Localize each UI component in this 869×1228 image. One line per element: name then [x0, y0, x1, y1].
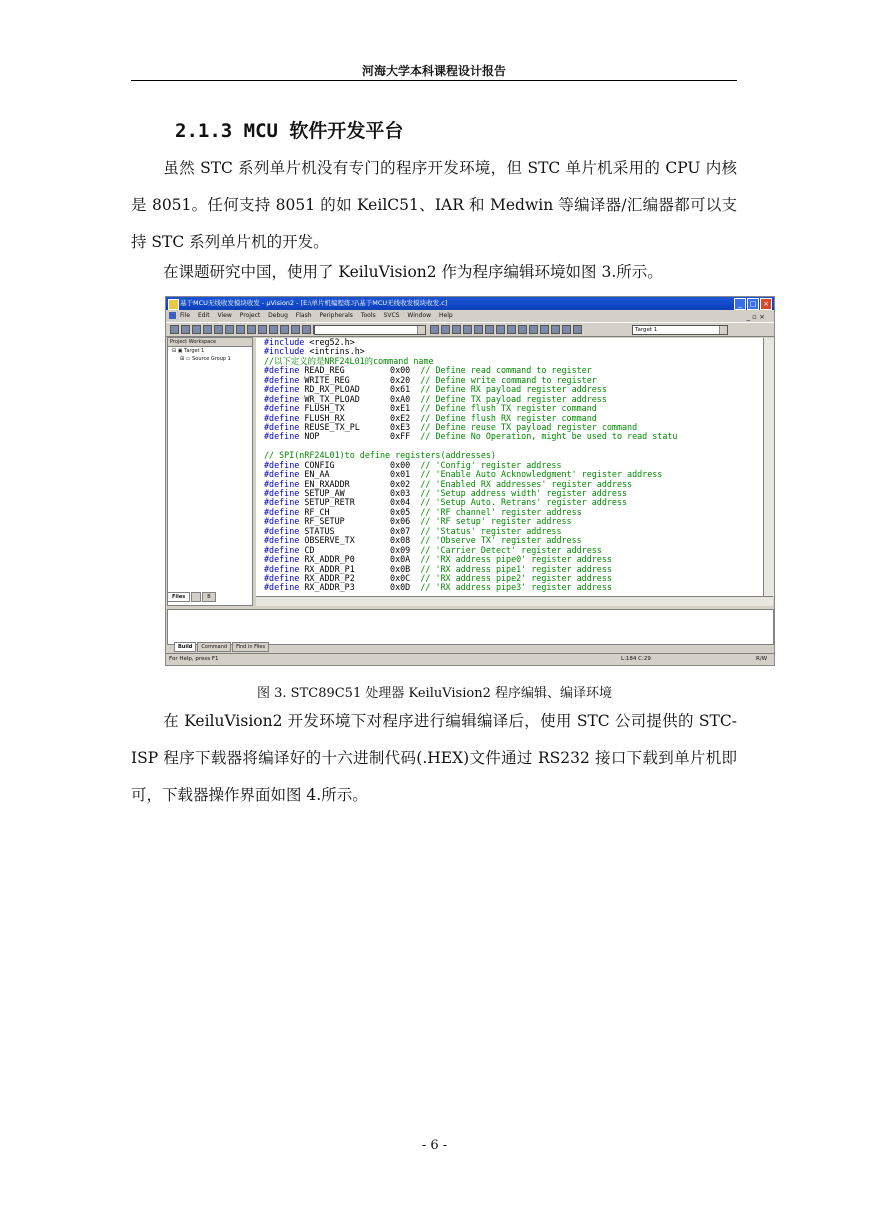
- code-keyword: #define: [264, 525, 300, 536]
- undo-icon: [247, 325, 256, 334]
- tab-regs: [191, 592, 201, 602]
- code-keyword: #define: [264, 459, 300, 470]
- code-comment: // Define flush RX register command: [420, 412, 597, 423]
- code-identifier: CONFIG 0x00: [299, 459, 421, 470]
- ide-screenshot: [165, 296, 775, 666]
- code-line: [256, 432, 763, 441]
- code-comment: // 'Status' register address: [420, 525, 562, 536]
- menu-edit: Edit: [197, 312, 210, 319]
- code-keyword: #include: [264, 338, 305, 347]
- tab-files-label: Files: [172, 594, 186, 600]
- code-identifier: WRITE_REG 0x20: [299, 374, 421, 385]
- code-comment: // 'Config' register address: [420, 459, 562, 470]
- output-window: [167, 609, 774, 645]
- tree-item-source-group: ⊞ ▭ Source Group 1: [180, 356, 231, 362]
- code-keyword: #include: [264, 346, 305, 357]
- close-icon: ×: [760, 298, 772, 310]
- menu-file: File: [180, 312, 191, 319]
- new-icon: [170, 325, 179, 334]
- code-keyword: #define: [264, 365, 300, 376]
- code-comment: // 'Carrier Detect' register address: [420, 544, 602, 555]
- code-comment: // 'Enabled RX addresses' register address: [420, 478, 633, 489]
- rebuild-icon: [529, 325, 538, 334]
- target-select: [632, 325, 728, 335]
- stop-build-icon: [551, 325, 560, 334]
- editor-vertical-scrollbar: [763, 338, 774, 596]
- menu-peripherals: Peripherals: [319, 312, 353, 319]
- perf-icon: [507, 325, 516, 334]
- figure-caption: 图 3. STC89C51 处理器 KeiluVision2 程序编辑、编译环境: [257, 686, 612, 701]
- code-keyword: #define: [264, 535, 300, 546]
- code-identifier: SETUP_AW 0x03: [299, 488, 421, 498]
- menu-project: Project: [239, 312, 261, 319]
- code-identifier: <reg52.h>: [304, 338, 355, 347]
- code-keyword: #define: [264, 374, 300, 385]
- indent-icon: [269, 325, 278, 334]
- find-select: [314, 325, 426, 335]
- code-keyword: #define: [264, 469, 300, 480]
- code-comment: // 'RX address pipe3' register address: [420, 582, 612, 593]
- workspace-title: Project Workspace: [168, 338, 252, 347]
- tab-build-label: Build: [178, 644, 193, 650]
- minimize-icon: _: [734, 298, 746, 310]
- tree-item-source-group-label: Source Group 1: [192, 356, 231, 362]
- tree-item-target: ⊟ ▣ Target 1: [172, 348, 205, 354]
- find-icon: [302, 325, 311, 334]
- code-keyword: #define: [264, 497, 300, 508]
- status-position: L:184 C:29: [621, 656, 651, 662]
- code-comment: // 'Setup address width' register address: [420, 488, 628, 498]
- code-comment: // Define TX payload register address: [420, 393, 607, 404]
- tab-books: [202, 592, 215, 602]
- code-comment: // 'RF channel' register address: [420, 506, 582, 517]
- code-keyword: #define: [264, 412, 300, 423]
- menu-window: Window: [407, 312, 432, 319]
- menu-flash: Flash: [295, 312, 312, 319]
- paste-icon: [236, 325, 245, 334]
- code-keyword: #define: [264, 563, 300, 574]
- code-identifier: EN_RXADDR 0x02: [299, 478, 421, 489]
- status-mode: R/W: [756, 656, 768, 662]
- code-identifier: FLUSH_RX 0xE2: [299, 412, 421, 423]
- code-comment: // Define reuse TX payload register command: [420, 421, 638, 432]
- save-all-icon: [203, 325, 212, 334]
- code-comment: // SPI(nRF24L01)to define registers(addresses): [264, 450, 496, 461]
- tab-command-label: Command: [201, 644, 228, 650]
- code-comment: // Define RX payload register address: [420, 384, 607, 395]
- download-icon: [562, 325, 571, 334]
- paragraph-3-text: 在 KeiluVision2 开发环境下对程序进行编辑编译后，使用 STC 公司提供的 STC-ISP 程序下载器将编译好的十六进制代码(.HEX)文件通过 RS232 接口下载到单片机即可，下载器操作界面如图 4.所示。: [131, 712, 737, 804]
- chevron-down-icon: [417, 326, 425, 334]
- workspace-tabs: [167, 592, 216, 602]
- ide-menubar: [166, 310, 774, 322]
- code-identifier: EN_AA 0x01: [299, 469, 421, 480]
- code-keyword: #define: [264, 544, 300, 555]
- toolbar-icons: [170, 325, 322, 334]
- chevron-down-icon: [719, 326, 727, 334]
- watch-icon: [474, 325, 483, 334]
- cut-icon: [214, 325, 223, 334]
- open-icon: [181, 325, 190, 334]
- menu-debug: Debug: [268, 312, 288, 319]
- project-workspace: [167, 337, 253, 606]
- document-icon: [169, 312, 176, 319]
- header-rule: [131, 80, 737, 81]
- code-comment: // Define flush TX register command: [420, 403, 597, 414]
- paragraph-1-text: 虽然 STC 系列单片机没有专门的程序开发环境，但 STC 单片机采用的 CPU 内核是 8051。任何支持 8051 的如 KeilC51、IAR 和 Medwin 等编译器/汇编器都可以支持 STC 系列单片机的开发。: [131, 159, 737, 251]
- tab-files: [167, 592, 190, 602]
- save-icon: [192, 325, 201, 334]
- toolbar-icons-2: [430, 325, 582, 334]
- page-header: 河海大学本科课程设计报告: [361, 64, 506, 78]
- menu-view: View: [217, 312, 232, 319]
- code-keyword: #define: [264, 554, 300, 565]
- copy-icon: [225, 325, 234, 334]
- code-identifier: RF_SETUP 0x06: [299, 516, 421, 527]
- code-keyword: #define: [264, 516, 300, 527]
- code-identifier: CD 0x09: [299, 544, 421, 555]
- code-identifier: SETUP_RETR 0x04: [299, 497, 421, 508]
- tab-books-label: B: [207, 594, 211, 600]
- code-keyword: #define: [264, 488, 300, 498]
- code-keyword: #define: [264, 384, 300, 395]
- translate-icon: [540, 325, 549, 334]
- serial-icon: [496, 325, 505, 334]
- output-tabs: [174, 642, 269, 652]
- menu-help: Help: [438, 312, 453, 319]
- menu-svcs: SVCS: [383, 312, 400, 319]
- breakpoint-icon: [463, 325, 472, 334]
- paragraph-3: [131, 703, 737, 814]
- tab-find-in-files: [232, 642, 269, 652]
- code-line: [256, 583, 763, 592]
- tab-find-in-files-label: Find in Files: [236, 644, 266, 650]
- code-comment: // 'RX address pipe1' register address: [420, 563, 612, 574]
- page-number: - 6 -: [421, 1138, 448, 1153]
- paragraph-1: [131, 150, 737, 261]
- code-comment: // Define No Operation, might be used to read statu: [420, 431, 678, 442]
- code-identifier: RX_ADDR_P1 0x0B: [299, 563, 421, 574]
- tree-item-target-label: Target 1: [184, 348, 205, 354]
- code-comment: // 'RF setup' register address: [420, 516, 572, 527]
- code-identifier: RX_ADDR_P3 0x0D: [299, 582, 421, 593]
- mdi-window-buttons: _ ▫ ×: [746, 313, 765, 321]
- code-keyword: #define: [264, 421, 300, 432]
- paragraph-2-text: 在课题研究中国，使用了 KeiluVision2 作为程序编辑环境如图 3.所示。: [163, 263, 663, 281]
- code-comment: // 'Setup Auto. Retrans' register address: [420, 497, 628, 508]
- code-editor: [256, 338, 763, 596]
- code-keyword: #define: [264, 393, 300, 404]
- code-identifier: OBSERVE_TX 0x08: [299, 535, 421, 546]
- outdent-icon: [280, 325, 289, 334]
- code-keyword: #define: [264, 572, 300, 583]
- code-identifier: RX_ADDR_P0 0x0A: [299, 554, 421, 565]
- browse-icon: [441, 325, 450, 334]
- code-identifier: NOP 0xFF: [299, 431, 421, 442]
- tab-build: [174, 642, 196, 652]
- code-keyword: #define: [264, 478, 300, 489]
- code-keyword: #define: [264, 403, 300, 414]
- code-identifier: RF_CH 0x05: [299, 506, 421, 517]
- code-comment: // 'Enable Auto Acknowledgment' register address: [420, 469, 663, 480]
- section-heading: 2.1.3 MCU 软件开发平台: [175, 120, 404, 142]
- binoculars-icon: [430, 325, 439, 334]
- code-identifier: RD_RX_PLOAD 0x61: [299, 384, 421, 395]
- target-select-value: Target 1: [635, 327, 658, 333]
- redo-icon: [258, 325, 267, 334]
- status-help: For Help, press F1: [169, 656, 219, 662]
- code-keyword: #define: [264, 431, 300, 442]
- code-comment: // Define read command to register: [420, 365, 592, 376]
- app-icon: [168, 299, 179, 310]
- maximize-icon: □: [747, 298, 759, 310]
- code-comment: //以下定义的是NRF24L01的command name: [264, 355, 434, 366]
- code-comment: // 'RX address pipe0' register address: [420, 554, 612, 565]
- code-keyword: #define: [264, 506, 300, 517]
- debug-icon: [452, 325, 461, 334]
- code-identifier: STATUS 0x07: [299, 525, 421, 536]
- code-identifier: FLUSH_TX 0xE1: [299, 403, 421, 414]
- memory-icon: [485, 325, 494, 334]
- code-identifier: READ_REG 0x00: [299, 365, 421, 376]
- options-icon: [573, 325, 582, 334]
- ide-toolbar: [166, 322, 774, 337]
- ide-titlebar: [166, 297, 774, 310]
- code-comment: // 'RX address pipe2' register address: [420, 572, 612, 583]
- menu-tools: Tools: [360, 312, 376, 319]
- code-identifier: RX_ADDR_P2 0x0C: [299, 572, 421, 583]
- code-keyword: #define: [264, 582, 300, 593]
- build-icon: [518, 325, 527, 334]
- tab-command: [197, 642, 231, 652]
- bookmark-icon: [291, 325, 300, 334]
- paragraph-2: [131, 254, 737, 291]
- status-bar: [166, 653, 774, 665]
- code-identifier: <intrins.h>: [304, 346, 365, 357]
- ide-window-title: 基于MCU无线收发模块收发 - μVision2 - [E:\单片机编程练习\基于MCU无线收发模块收发.c]: [180, 299, 448, 307]
- code-comment: // 'Observe TX' register address: [420, 535, 582, 546]
- code-identifier: WR_TX_PLOAD 0xA0: [299, 393, 421, 404]
- code-identifier: REUSE_TX_PL 0xE3: [299, 421, 421, 432]
- code-comment: // Define write command to register: [420, 374, 597, 385]
- editor-horizontal-scrollbar: [256, 596, 773, 606]
